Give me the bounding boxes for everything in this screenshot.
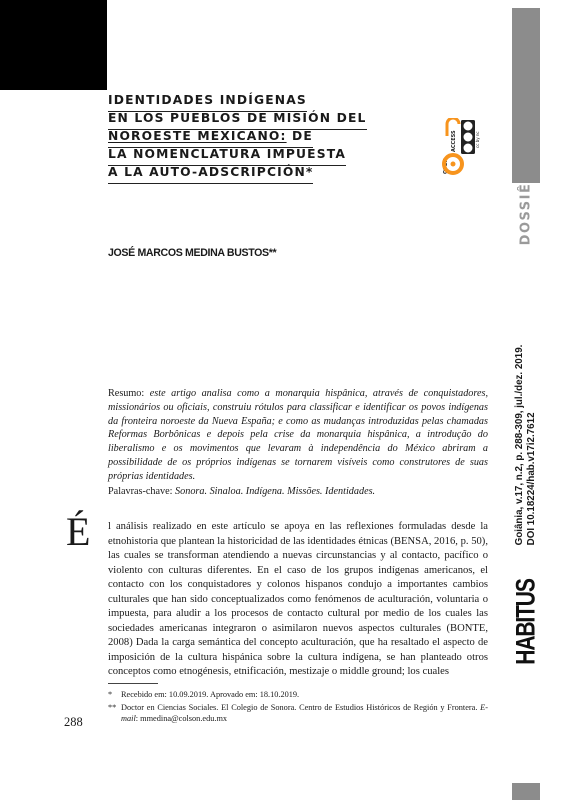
corner-block — [0, 0, 107, 90]
title-line-3-rest: DE — [286, 129, 313, 143]
title-line-5: A LA AUTO-ADSCRIPCIÓN* — [108, 166, 313, 184]
citation-line-2: DOI 10.18224/hab.v17i2.7612 — [526, 412, 537, 546]
email-address: : mmedina@colson.edu.mx — [135, 713, 228, 723]
license-text: cc by nc — [475, 131, 480, 148]
keywords-label: Palavras-chave: — [108, 486, 173, 497]
title-line-4: LA NOMENCLATURA IMPUESTA — [108, 148, 346, 166]
citation-line-1: Goiânia, v.17, n.2, p. 288-309, jul./dez. 2019. — [514, 344, 525, 546]
footnote-mark: * — [108, 690, 113, 699]
footnote-2 — [108, 703, 488, 725]
citation-info — [514, 345, 538, 546]
footnote-1 — [108, 690, 488, 701]
abstract-text: este artigo analisa como a monarquia hispânica, através de conquistadores, missionários ou oficiais, construiu rótulos para classificar e identificar os povos indígenas da fronteira noroeste da Nueva España; e como as mudanças introduzidas pelas chamadas Reformas Borbônicas e depois pela crise da monarquia hispânica, a introdução do liberalismo e os movimentos que levaram à independência do México abriram a possibilidade de os próprios indígenas se tornarem visíveis como construtores de suas próprias identidades. — [108, 388, 489, 482]
keywords — [108, 486, 488, 497]
body-paragraph: l análisis realizado en este artículo se apoya en las reflexiones formuladas desde la etnohistoria que plantean la historicidad de las identidades étnicas (BENSA, 2016, p. 50), las cuales se transforman atendiendo a nuevas circunstancias y al contacto, pacífico o violento con culturas diferentes. En el caso de los grupos indígenas americanos, el contacto con los conquistadores y colonos hispanos condujo a importantes cambios culturales que han sido conceptualizados como fenómenos de aculturación, voluntaria o impuesta, para aludir a los procesos de contacto cultural por medio de los cuales las sociedades americanas integraron o asimilaron nuevos aspectos culturales (BONTE, 2008) Dada la carga semántica del concepto aculturación, que ha resaltado el aspecto de imposición de la cultura hispánica sobre la cultura indígena, se han planteado otros conceptos como etnogénesis, etnificación, mestizaje o middle ground; los cuales — [108, 521, 488, 677]
journal-logo — [511, 567, 542, 677]
keywords-text: Sonora. Sinaloa. Indígena. Missões. Identidades. — [175, 486, 376, 497]
open-access-word-open: OPEN — [443, 158, 449, 174]
footnote-2-body: Doctor en Ciencias Sociales. El Colegio de Sonora. Centro de Estudios Históricos de Región y Frontera. — [121, 702, 478, 712]
title-line-2: EN LOS PUEBLOS DE MISIÓN DEL — [108, 112, 367, 130]
drop-cap: É — [66, 509, 91, 554]
author-name: JOSÉ MARCOS MEDINA BUSTOS** — [108, 247, 277, 259]
article-title — [108, 93, 367, 184]
creative-commons-icon — [461, 120, 480, 154]
title-underlined-text: NOROESTE MEXICANO: — [108, 129, 287, 143]
email-label: E-mail — [121, 702, 488, 723]
footnotes — [108, 690, 488, 726]
journal-name: HABITUS — [510, 579, 541, 665]
footnote-text: Recebido em: 10.09.2019. Aprovado em: 18.10.2019. — [121, 690, 300, 699]
footnote-text — [121, 703, 488, 725]
title-line-3 — [108, 130, 313, 148]
open-access-logo — [437, 118, 489, 186]
section-label: DOSSIÊ — [518, 182, 534, 246]
page-number: 288 — [64, 715, 83, 729]
abstract — [108, 387, 488, 484]
title-line-1: IDENTIDADES INDÍGENAS — [108, 94, 307, 112]
open-access-word-access: ACCESS — [451, 130, 457, 152]
footnote-divider — [108, 683, 158, 684]
abstract-label: Resumo: — [108, 388, 145, 399]
footnote-mark: ** — [108, 702, 117, 712]
